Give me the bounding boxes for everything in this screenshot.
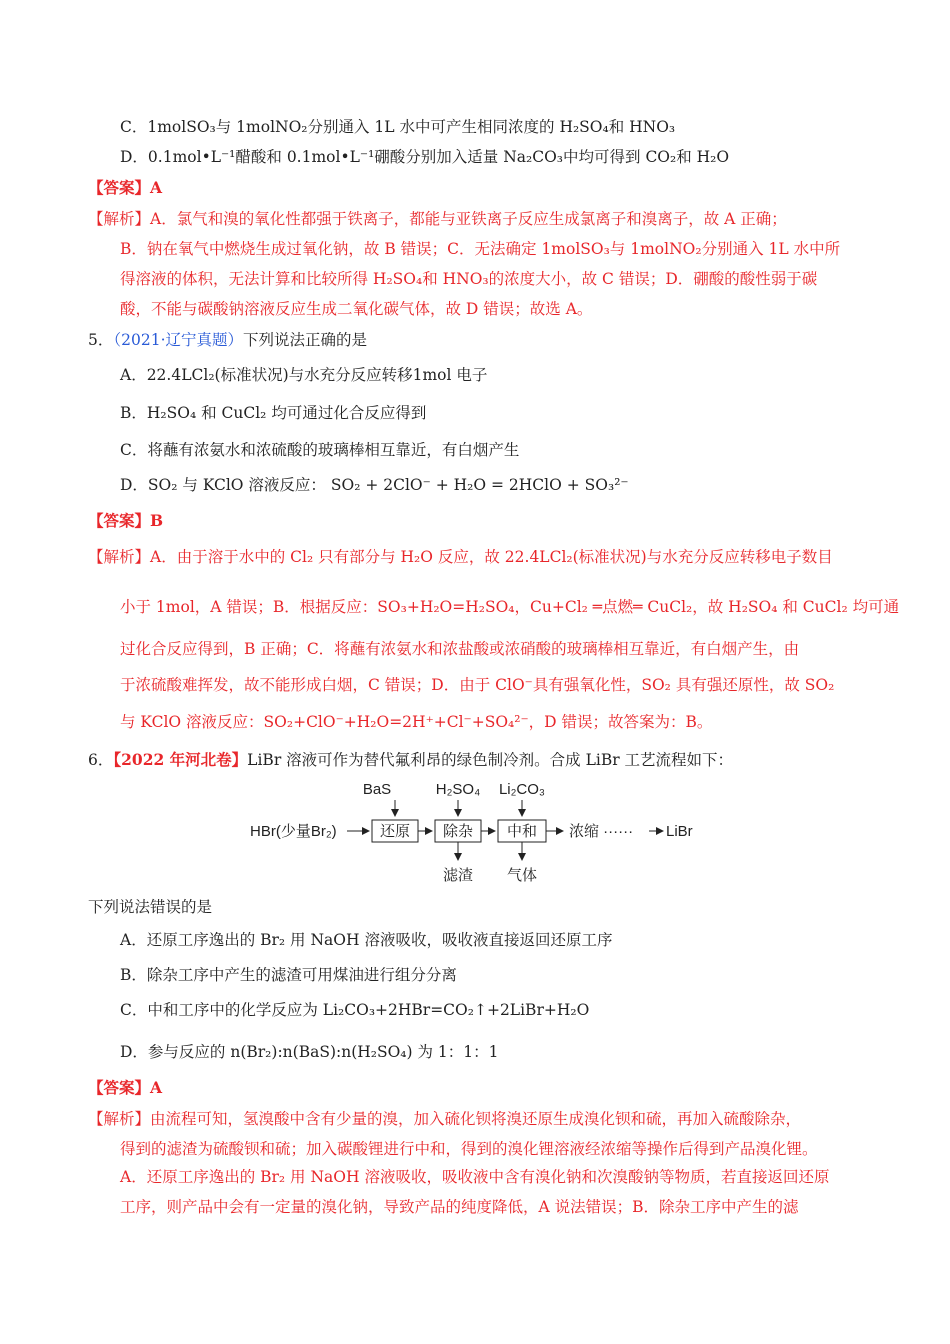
q5-answer: 【答案】B [88,511,164,530]
process-flow-diagram [245,776,715,888]
q6-analysis-line-2: 得到的滤渣为硫酸钡和硫；加入碳酸锂进行中和，得到的溴化锂溶液经浓缩等操作后得到产品溴化锂。 [120,1140,818,1158]
q6-option-c: C．中和工序中的化学反应为 Li₂CO₃+2HBr=CO₂↑+2LiBr+H₂O [120,1001,590,1019]
q4-option-c: C．1molSO₃与 1molNO₂分别通入 1L 水中可产生相同浓度的 H₂SO₄和 HNO₃ [120,118,676,136]
q5-option-d: D．SO₂ 与 KClO 溶液反应： SO₂ + 2ClO⁻ + H₂O = 2HClO + SO₃²⁻ [120,476,629,494]
flow-reagent-h2so4: H₂SO₄ [435,781,481,798]
q6-analysis-line-3: A．还原工序逸出的 Br₂ 用 NaOH 溶液吸收，吸收液中含有溴化钠和次溴酸钠等物质，若直接返回还原 [120,1168,830,1186]
q6-stem: LiBr 溶液可作为替代氟利昂的绿色制冷剂。合成 LiBr 工艺流程如下： [247,751,734,769]
flow-reagent-bas: BaS [362,781,392,798]
flow-tail: 浓缩 ······ [569,823,634,840]
q5-analysis-line-4: 于浓硫酸难挥发，故不能形成白烟，C 错误；D．由于 ClO⁻具有强氧化性，SO₂ 具有强还原性，故 SO₂ [120,676,835,694]
q6-analysis-line-1: 【解析】由流程可知，氢溴酸中含有少量的溴，加入硫化钡将溴还原生成溴化钡和硫，再加入硫酸除杂， [88,1110,802,1128]
q4-analysis-line-4: 酸，不能与碳酸钠溶液反应生成二氧化碳气体，故 D 错误；故选 A。 [120,300,593,318]
q6-option-d: D．参与反应的 n(Br₂):n(BaS):n(H₂SO₄) 为 1：1：1 [120,1043,499,1061]
flow-product: LiBr [666,823,693,840]
q5-source: （2021·辽宁真题） [113,331,243,349]
q6-header [88,749,733,771]
q5-option-a: A．22.4LCl₂(标准状况)与水充分反应转移1mol 电子 [120,366,488,384]
q6-prompt: 下列说法错误的是 [88,898,213,916]
q5-number: 5． [88,331,114,349]
q6-analysis-line-4: 工序，则产品中会有一定量的溴化钠，导致产品的纯度降低，A 说法错误；B．除杂工序中产生的滤 [120,1198,799,1216]
q5-analysis-line-1: 【解析】A．由于溶于水中的 Cl₂ 只有部分与 H₂O 反应，故 22.4LCl₂(标准状况)与水充分反应转移电子数目 [88,548,833,566]
flow-input: HBr(少量Br₂) [250,823,337,840]
q5-option-b: B．H₂SO₄ 和 CuCl₂ 均可通过化合反应得到 [120,404,427,422]
q5-option-c: C．将蘸有浓氨水和浓硫酸的玻璃棒相互靠近，有白烟产生 [120,441,520,459]
q4-answer: 【答案】A [88,178,163,197]
flow-step-reduction: 还原 [379,823,411,840]
flow-step-purify: 除杂 [442,823,474,840]
q4-analysis-line-1: 【解析】A．氯气和溴的氧化性都强于铁离子，都能与亚铁离子反应生成氯离子和溴离子，故 A 正确； [88,210,787,228]
q5-header [88,329,367,351]
q6-answer: 【答案】A [88,1078,163,1097]
flow-output-residue: 滤渣 [442,867,474,884]
flow-reagent-li2co3: Li₂CO₃ [498,781,546,798]
q6-source: 【2022 年河北卷】 [113,750,248,769]
q5-analysis-line-2: 小于 1mol，A 错误；B．根据反应：SO₃+H₂O=H₂SO₄，Cu+Cl₂ ═点燃═ CuCl₂，故 H₂SO₄ 和 CuCl₂ 均可通 [120,598,900,616]
q6-option-a: A．还原工序逸出的 Br₂ 用 NaOH 溶液吸收，吸收液直接返回还原工序 [120,931,613,949]
q6-option-b: B．除杂工序中产生的滤渣可用煤油进行组分分离 [120,966,457,984]
q4-option-d: D．0.1mol•L⁻¹醋酸和 0.1mol•L⁻¹硼酸分别加入适量 Na₂CO₃中均可得到 CO₂和 H₂O [120,148,730,166]
q6-number: 6． [88,751,114,769]
q4-analysis-line-3: 得溶液的体积，无法计算和比较所得 H₂SO₄和 HNO₃的浓度大小，故 C 错误；D．硼酸的酸性弱于碳 [120,270,818,288]
flow-step-neutralize: 中和 [506,823,538,840]
q5-analysis-line-5: 与 KClO 溶液反应：SO₂+ClO⁻+H₂O=2H⁺+Cl⁻+SO₄²⁻，D 错误；故答案为：B。 [120,713,713,731]
q5-stem: 下列说法正确的是 [243,331,368,349]
flow-output-gas: 气体 [506,867,538,884]
q5-analysis-line-3: 过化合反应得到，B 正确；C．将蘸有浓氨水和浓盐酸或浓硝酸的玻璃棒相互靠近，有白烟产生，由 [120,640,800,658]
q4-analysis-line-2: B．钠在氧气中燃烧生成过氧化钠，故 B 错误；C．无法确定 1molSO₃与 1molNO₂分别通入 1L 水中所 [120,240,841,258]
